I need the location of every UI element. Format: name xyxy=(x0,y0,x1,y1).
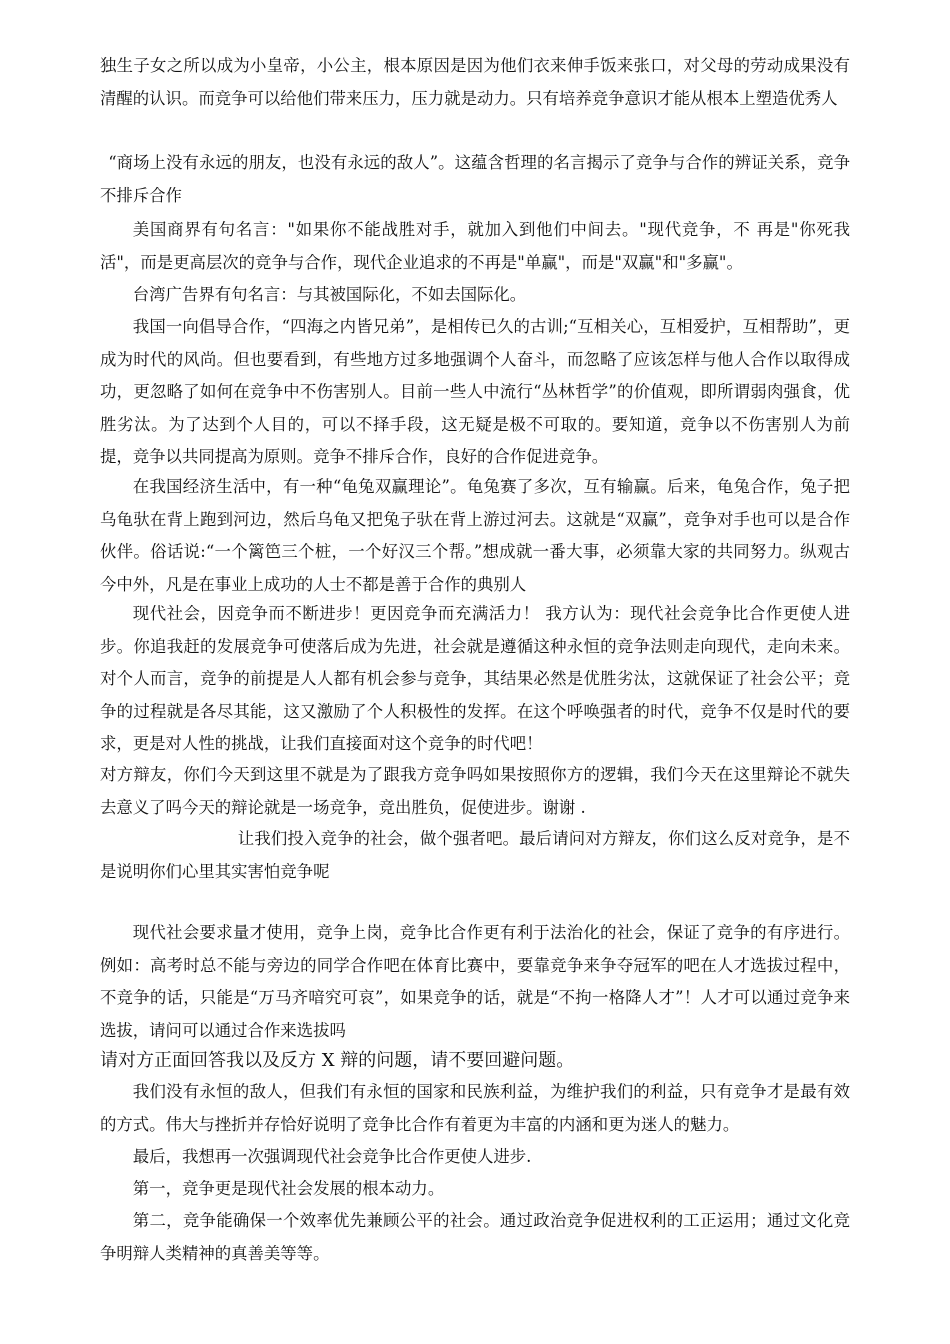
paragraph-us-business: 美国商界有句名言："如果你不能战胜对手，就加入到他们中间去。"现代竞争，不 再是"你死我活"，而是更高层次的竞争与合作，现代企业追求的不再是"单赢"，而是"双赢"和"多赢"。 xyxy=(100,220,850,272)
paragraph-national-interest: 我们没有永恒的敌人，但我们有永恒的国家和民族利益，为维护我们的利益，只有竞争才是最有效的方式。伟大与挫折并存恰好说明了竞争比合作有着更为丰富的内涵和更为迷人的魅力。 xyxy=(100,1082,850,1134)
paragraph-business-quote: “商场上没有永远的朋友，也没有永远的敌人”。这蕴含哲理的名言揭示了竞争与合作的辨证关系，竞争不排斥合作 xyxy=(100,153,850,205)
paragraph-taiwan-ad: 台湾广告界有句名言：与其被国际化，不如去国际化。 xyxy=(132,285,527,304)
paragraph-point-one: 第一，竞争更是现代社会发展的根本动力。 xyxy=(132,1179,445,1198)
paragraph-modern-society: 现代社会，因竞争而不断进步！更因竞争而充满活力！ 我方认为：现代社会竞争比合作更使人进步。你追我赶的发展竞争可使落后成为先进，社会就是遵循这种永恒的竞争法则走向现代，走向未来。对个人而言，竞争的前提是人人都有机会参与竞争，其结果必然是优胜劣汰，这就保证了社会公平；竞争的过程就是各尽其能，这又激励了个人积极性的发挥。在这个呼唤强者的时代，竞争不仅是时代的要求，更是对人性的挑战，让我们直接面对这个竞争的时代吧！ xyxy=(100,604,850,753)
paragraph-conclusion: 最后，我想再一次强调现代社会竞争比合作更使人进步. xyxy=(132,1147,532,1166)
paragraph-opponent: 对方辩友，你们今天到这里不就是为了跟我方竞争吗如果按照你方的逻辑，我们今天在这里辩论不就失去意义了吗今天的辩论就是一场竞争，竞出胜负，促使进步。谢谢 . xyxy=(100,765,850,817)
paragraph-talent-selection: 现代社会要求量才使用，竞争上岗，竞争比合作更有利于法治化的社会，保证了竞争的有序进行。例如：高考时总不能与旁边的同学合作吧在体育比赛中，要靠竞争来争夺冠军的吧在人才选拔过程中，不竞争的话，只能是“万马齐喑究可哀”，如果竞争的话，就是“不拘一格降人才”！人才可以通过竞争来选拔，请问可以通过合作来选拔吗 xyxy=(100,923,850,1040)
paragraph-tortoise-hare: 在我国经济生活中，有一种“龟兔双赢理论”。龟兔赛了多次，互有输赢。后来，龟兔合作，兔子把乌龟驮在背上跑到河边，然后乌龟又把兔子驮在背上游过河去。这就是“双赢”，竞争对手也可以是合作伙伴。俗话说:“一个篱笆三个桩，一个好汉三个帮。”想成就一番大事，必须靠大家的共同努力。纵观古今中外，凡是在事业上成功的人士不都是善于合作的典别人 xyxy=(100,477,850,594)
paragraph-cooperation: 我国一向倡导合作，“四海之内皆兄弟”，是相传已久的古训;“互相关心，互相爱护，互相帮助”，更成为时代的风尚。但也要看到，有些地方过多地强调个人奋斗，而忽略了应该怎样与他人合作以取得成功，更忽略了如何在竞争中不伤害别人。目前一些人中流行“丛林哲学”的价值观，即所谓弱肉强食，优胜劣汰。为了达到个人目的，可以不择手段，这无疑是极不可取的。要知道，竞争以不伤害别人为前提，竞争以共同提高为原则。竞争不排斥合作，良好的合作促进竞争。 xyxy=(100,317,850,466)
paragraph-strong-society: 让我们投入竞争的社会，做个强者吧。最后请问对方辩友，你们这么反对竞争，是不是说明你们心里其实害怕竞争呢 xyxy=(100,829,850,881)
paragraph-only-child: 独生子女之所以成为小皇帝，小公主，根本原因是因为他们衣来伸手饭来张口，对父母的劳动成果没有清醒的认识。而竞争可以给他们带来压力，压力就是动力。只有培养竞争意识才能从根本上塑造优秀人 xyxy=(100,56,850,108)
paragraph-answer-request: 请对方正面回答我以及反方 X 辩的问题，请不要回避问题。 xyxy=(100,1050,575,1071)
paragraph-point-two: 第二，竞争能确保一个效率优先兼顾公平的社会。通过政治竞争促进权利的工正运用；通过文化竞争明辩人类精神的真善美等等。 xyxy=(100,1211,850,1263)
